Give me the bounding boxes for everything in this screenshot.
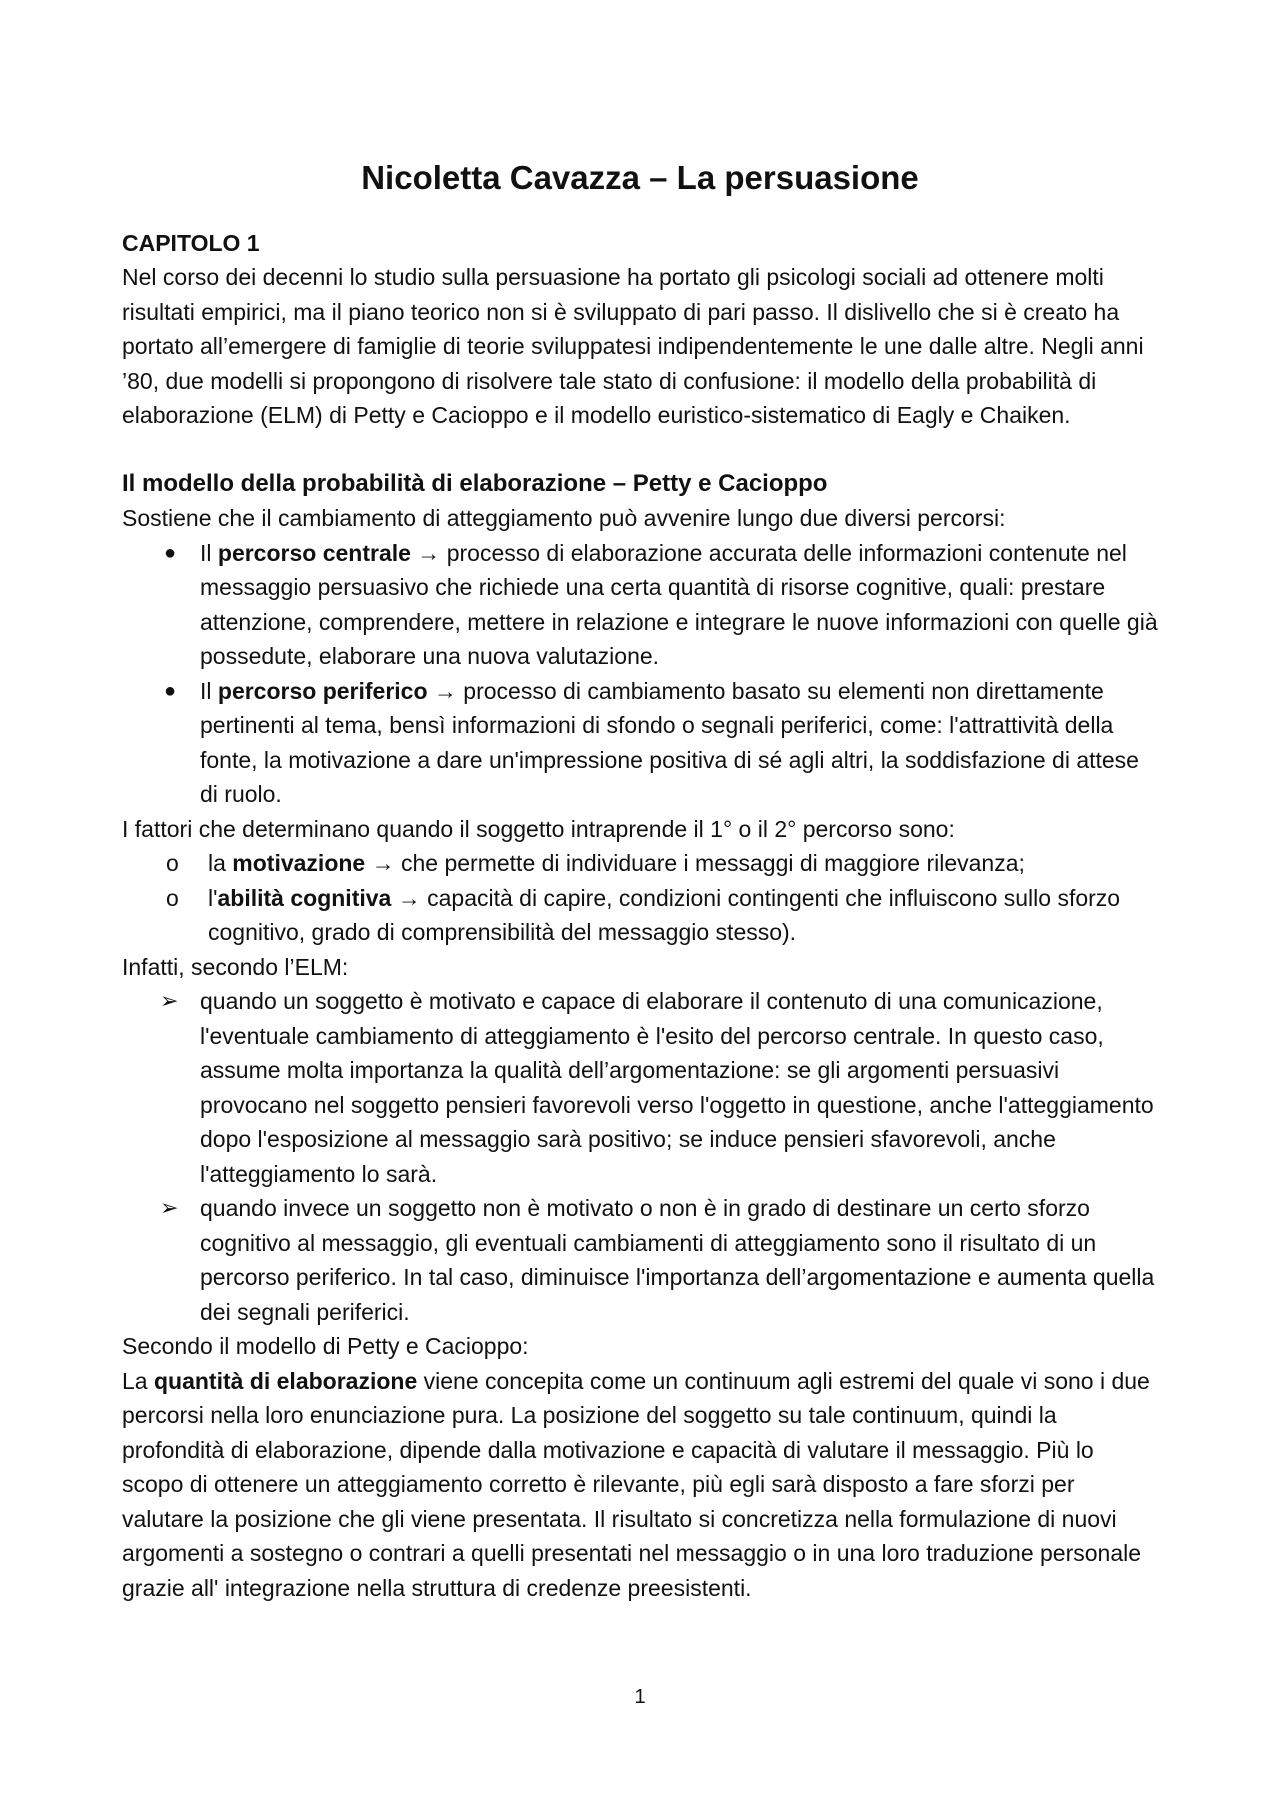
- item-term: motivazione: [232, 850, 366, 877]
- paths-list: [122, 536, 1158, 812]
- paragraph-prefix: La: [122, 1367, 154, 1394]
- circle-bullet-icon: o: [166, 884, 179, 911]
- item-term: percorso centrale: [217, 539, 411, 566]
- list-item: [122, 674, 1158, 812]
- item-text: quando un soggetto è motivato e capace di elaborare il contenuto di una comunicazione, l'eventuale cambiamento di atteggiamento è l'esito del percorso centrale. In questo caso, assume molta importanza la qualità dell’argomentazione: se gli argomenti persuasivi provocano nel soggetto pensieri favorevoli verso l'oggetto in questione, anche l'atteggiamento dopo l'esposizione al messaggio sarà positivo; se induce pensieri sfavorevoli, anche l'atteggiamento lo sarà.: [200, 988, 1154, 1187]
- bullet-icon: ●: [164, 679, 177, 702]
- item-text: → processo di cambiamento basato su elementi non direttamente pertinenti al tema, bensì informazioni di sfondo o segnali periferici, come: l'attrattività della fonte, la motivazione a dare un'impressione positiva di sé agli altri, la soddisfazione di attese di ruolo.: [200, 677, 1139, 808]
- page-number: 1: [634, 1686, 646, 1708]
- item-text: → che permette di individuare i messaggi di maggiore rilevanza;: [365, 850, 1025, 877]
- paths-intro: Sostiene che il cambiamento di atteggiamento può avvenire lungo due diversi percorsi:: [122, 505, 1006, 532]
- item-text: → capacità di capire, condizioni contingenti che influiscono sullo sforzo cognitivo, grado di comprensibilità del messaggio stesso).: [208, 884, 1121, 946]
- item-term: percorso periferico: [217, 677, 428, 704]
- item-prefix: l': [208, 884, 218, 911]
- list-item: [122, 984, 1158, 1191]
- item-prefix: Il: [200, 539, 218, 566]
- factors-intro: I fattori che determinano quando il soggetto intraprende il 1° o il 2° percorso sono:: [122, 815, 955, 842]
- circle-bullet-icon: o: [166, 850, 179, 877]
- chapter-heading: CAPITOLO 1: [122, 229, 260, 256]
- list-item: [122, 846, 1158, 881]
- item-prefix: la: [208, 850, 233, 877]
- paragraph-text: viene concepita come un continuum agli estremi del quale vi sono i due percorsi nella loro enunciazione pura. La posizione del soggetto su tale continuum, quindi la profondità di elaborazione, dipende dalla motivazione e capacità di valutare il messaggio. Più lo scopo di ottenere un atteggiamento corretto è rilevante, più egli sarà disposto a fare sforzi per valutare la posizione che gli viene presentata. Il risultato si concretizza nella formulazione di nuovi argomenti a sostegno o contrari a quelli presentati nel messaggio o in una loro traduzione personale grazie all' integrazione nella struttura di credenze preesistenti.: [122, 1367, 1150, 1601]
- paragraph-term: quantità di elaborazione: [153, 1367, 418, 1394]
- elm-list: [122, 984, 1158, 1329]
- arrow-bullet-icon: ➢: [160, 988, 179, 1014]
- item-text: quando invece un soggetto non è motivato o non è in grado di destinare un certo sforzo cognitivo al messaggio, gli eventuali cambiamenti di atteggiamento sono il risultato di un percorso periferico. In tal caso, diminuisce l'importanza dell’argomentazione e aumenta quella dei segnali periferici.: [200, 1195, 1155, 1325]
- item-prefix: Il: [200, 677, 218, 704]
- list-item: [122, 881, 1158, 950]
- arrow-bullet-icon: ➢: [160, 1195, 179, 1221]
- elm-intro: Infatti, secondo l’ELM:: [122, 953, 349, 980]
- bullet-icon: ●: [164, 541, 177, 564]
- list-item: [122, 536, 1158, 674]
- document-title: Nicoletta Cavazza – La persuasione: [361, 159, 919, 196]
- list-item: [122, 1191, 1158, 1329]
- intro-paragraph: Nel corso dei decenni lo studio sulla persuasione ha portato gli psicologi sociali ad ottenere molti risultati empirici, ma il piano teorico non si è sviluppato di pari passo. Il dislivello che si è creato ha portato all’emergere di famiglie di teorie sviluppatesi indipendentemente le une dalle altre. Negli anni ’80, due modelli si propongono di risolvere tale stato di confusione: il modello della probabilità di elaborazione (ELM) di Petty e Cacioppo e il modello euristico-sistematico di Eagly e Chaiken.: [122, 264, 1144, 429]
- factors-list: [122, 846, 1158, 950]
- item-term: abilità cognitiva: [217, 884, 392, 911]
- item-text: → processo di elaborazione accurata delle informazioni contenute nel messaggio persuasivo che richiede una certa quantità di risorse cognitive, quali: prestare attenzione, comprendere, mettere in relazione e integrare le nuove informazioni con quelle già possedute, elaborare una nuova valutazione.: [200, 539, 1158, 670]
- model-intro: Secondo il modello di Petty e Cacioppo:: [122, 1333, 529, 1360]
- section-heading: Il modello della probabilità di elaborazione – Petty e Cacioppo: [122, 469, 828, 497]
- final-paragraph: [122, 1364, 1158, 1606]
